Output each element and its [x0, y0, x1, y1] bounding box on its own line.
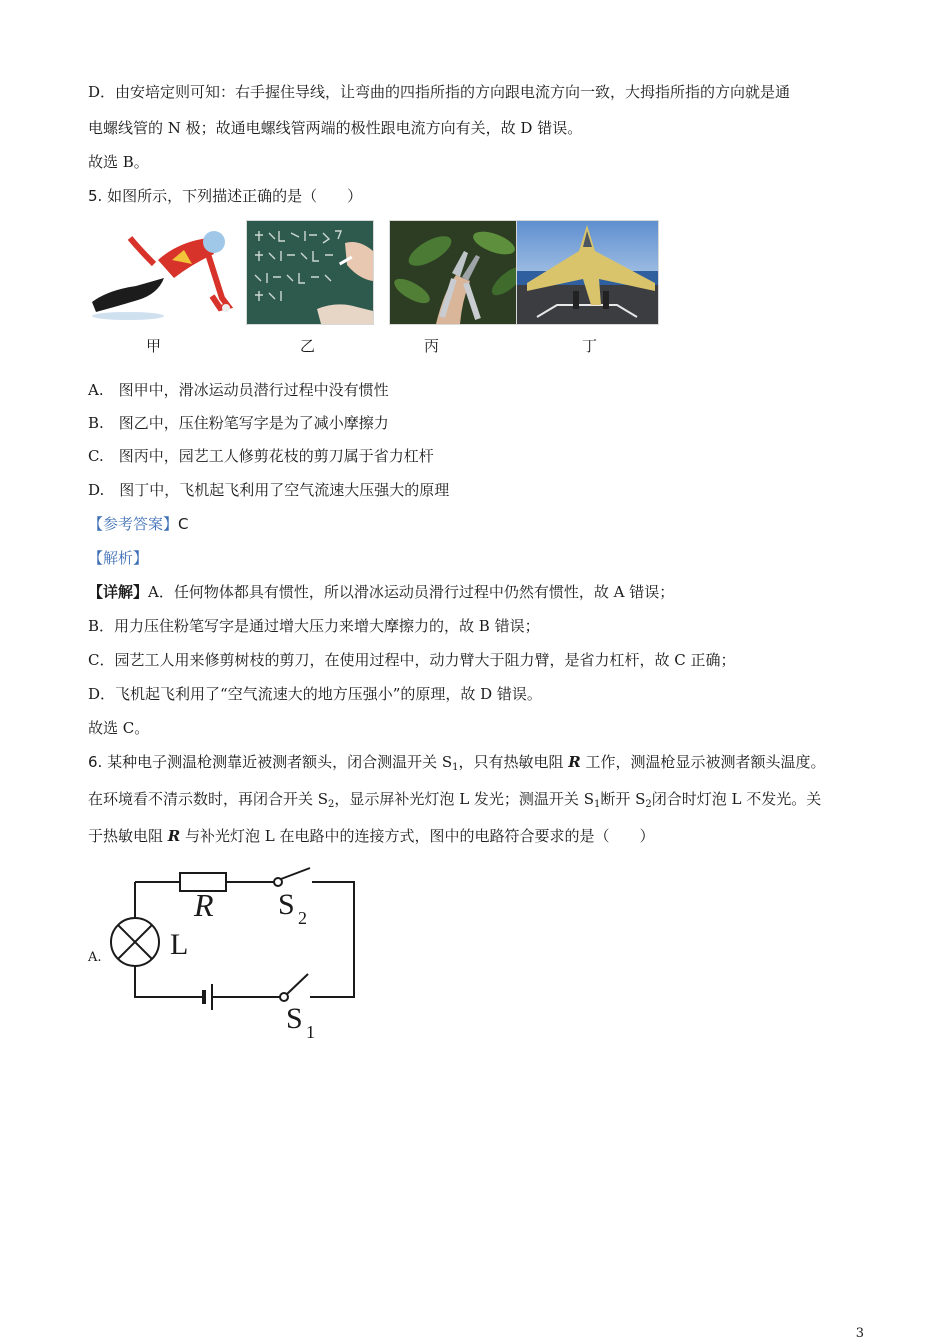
- prev-answer: 故选 B。: [88, 153, 149, 171]
- label-r: R: [194, 887, 214, 923]
- subscript: 2: [645, 799, 652, 810]
- image-skater: [88, 220, 236, 323]
- q5-option-b: B. 图乙中，压住粉笔写字是为了减小摩擦力: [88, 414, 389, 432]
- detail-c: C．园艺工人用来修剪树枝的剪刀，在使用过程中，动力臂大于阻力臂，是省力杠杆，故 C 正确；: [88, 651, 736, 669]
- caption-ding: 丁: [582, 337, 598, 355]
- q6-text: 工作，测温枪显示被测者额头温度。: [580, 753, 826, 771]
- page-number: 3: [855, 1326, 864, 1341]
- answer-q5: 故选 C。: [88, 719, 150, 737]
- label-s1: S: [286, 1002, 303, 1035]
- q6-text: 在环境看不清示数时，再闭合开关 S: [88, 790, 329, 808]
- q6-text: 闭合时灯泡 L 不发光。关: [651, 790, 822, 808]
- circuit-diagram-a: [100, 862, 370, 1047]
- detail-a-text: A．任何物体都具有惯性，所以滑冰运动员滑行过程中仍然有惯性，故 A 错误；: [148, 583, 675, 601]
- detail-d: D．飞机起飞利用了“空气流速大的地方压强小”的原理，故 D 错误。: [88, 685, 542, 703]
- detail-label: 【详解】: [88, 583, 149, 601]
- switch-s2-pivot: [274, 878, 282, 886]
- q5-option-c: C. 图丙中，园艺工人修剪花枝的剪刀属于省力杠杆: [88, 447, 434, 465]
- switch-s1-pivot: [280, 993, 288, 1001]
- label-s2-sub: 2: [298, 908, 307, 928]
- q6-text: 断开 S: [600, 790, 646, 808]
- symbol-r: R: [167, 827, 181, 845]
- prev-option-d-line1: D．由安培定则可知：右手握住导线，让弯曲的四指所指的方向跟电流方向一致，大拇指所指的方向就是通: [88, 83, 791, 101]
- question-6-line3: [88, 826, 655, 846]
- q6-text: ，只有热敏电阻: [458, 753, 569, 771]
- image-chalkboard: [246, 220, 374, 325]
- caption-yi: 乙: [300, 337, 316, 355]
- question-6-line1: [88, 752, 826, 778]
- label-l: L: [170, 928, 189, 961]
- subscript: 2: [328, 799, 335, 810]
- reference-answer: [88, 514, 189, 534]
- subscript: 1: [452, 762, 459, 773]
- q6-text: 某种电子测温枪测靠近被测者额头，闭合测温开关 S: [107, 753, 453, 771]
- reference-answer-value: C: [178, 515, 189, 533]
- q5-option-a: A. 图甲中，滑冰运动员潜行过程中没有惯性: [88, 381, 389, 399]
- label-s2: S: [278, 888, 295, 921]
- detail-b: B．用力压住粉笔写字是通过增大压力来增大摩擦力的，故 B 错误；: [88, 617, 540, 635]
- caption-jia: 甲: [146, 337, 162, 355]
- q6-option-a-label: A.: [88, 950, 102, 965]
- question-6-line2: [88, 789, 821, 815]
- question-5-number: 5.: [88, 187, 103, 205]
- q5-option-d: D. 图丁中，飞机起飞利用了空气流速大压强大的原理: [88, 481, 450, 499]
- label-s1-sub: 1: [306, 1022, 315, 1042]
- analysis-label: 【解析】: [88, 549, 149, 567]
- question-5-stem: [88, 186, 362, 206]
- question-6-number: 6.: [88, 753, 103, 771]
- reference-answer-label: 【参考答案】: [88, 515, 179, 533]
- prev-option-d-line2: 电螺线管的 N 极；故通电螺线管两端的极性跟电流方向有关，故 D 错误。: [88, 119, 583, 137]
- image-jet: [516, 220, 659, 325]
- q6-text: 于热敏电阻: [88, 827, 168, 845]
- q6-text: 与补光灯泡 L 在电路中的连接方式，图中的电路符合要求的是（ ）: [180, 827, 655, 845]
- symbol-r: R: [568, 753, 581, 771]
- q6-text: ，显示屏补光灯泡 L 发光；测温开关 S: [334, 790, 594, 808]
- subscript: 1: [593, 799, 601, 810]
- question-5-text: 如图所示，下列描述正确的是（ ）: [107, 187, 363, 205]
- detail-a: [88, 582, 674, 602]
- image-shears: [389, 220, 533, 325]
- caption-bing: 丙: [424, 337, 440, 355]
